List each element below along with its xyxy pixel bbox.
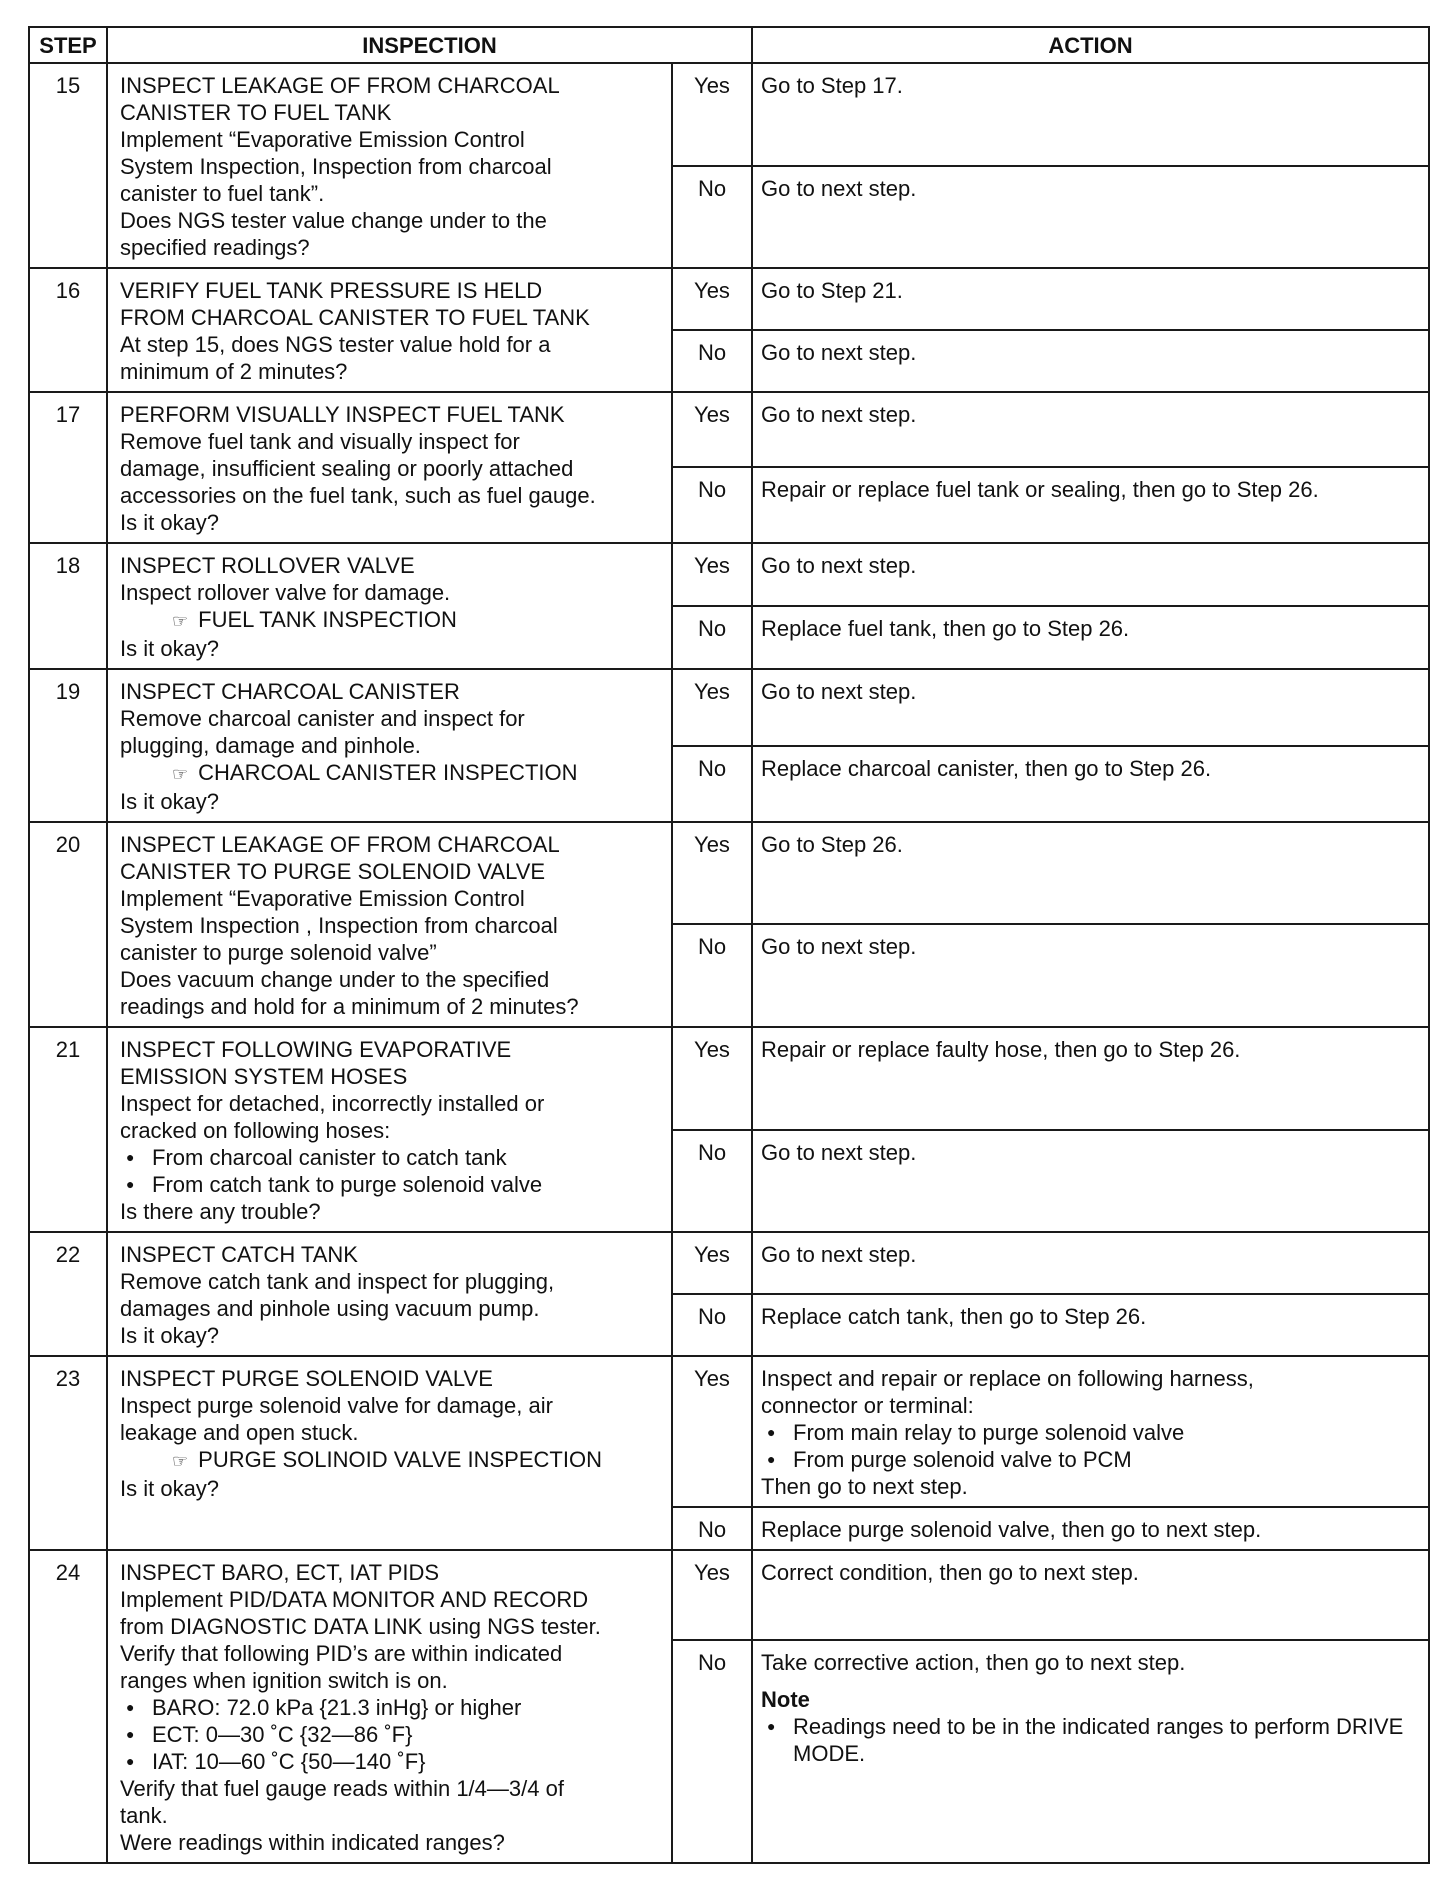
inspection-bullet: ● From charcoal canister to catch tank: [120, 1144, 661, 1171]
inspection-line: plugging, damage and pinhole.: [120, 733, 421, 758]
inspection-line: Remove charcoal canister and inspect for: [120, 706, 525, 731]
action-text: Correct condition, then go to next step.: [761, 1560, 1139, 1585]
yes-action: [752, 1232, 1429, 1294]
note-bullet: ● Readings need to be in the indicated ranges to perform DRIVE MODE.: [761, 1713, 1420, 1767]
step-row-yes: [29, 1232, 1429, 1294]
inspection-line: Inspect rollover valve for damage.: [120, 580, 451, 605]
inspection-cell: [107, 1027, 672, 1232]
inspection-line: System Inspection, Inspection from charcoal: [120, 154, 552, 179]
step-number: 16: [29, 268, 107, 392]
inspection-line: System Inspection , Inspection from charcoal: [120, 913, 558, 938]
inspection-line: Is it okay?: [120, 1323, 220, 1348]
inspection-line: INSPECT LEAKAGE OF FROM CHARCOAL: [120, 73, 560, 98]
inspection-line: Is it okay?: [120, 1476, 220, 1501]
step-number: 18: [29, 543, 107, 669]
no-action: [752, 467, 1429, 543]
yes-label: Yes: [672, 1232, 752, 1294]
step-number: 21: [29, 1027, 107, 1232]
action-text: Replace fuel tank, then go to Step 26.: [761, 616, 1130, 641]
step-number: 19: [29, 669, 107, 822]
inspection-line: damage, insufficient sealing or poorly attached: [120, 456, 574, 481]
inspection-line: from DIAGNOSTIC DATA LINK using NGS tester.: [120, 1614, 601, 1639]
no-label: No: [672, 746, 752, 823]
step-number: 22: [29, 1232, 107, 1356]
inspection-line: canister to purge solenoid valve”: [120, 940, 437, 965]
step-column-header: STEP: [29, 27, 107, 63]
inspection-line: Is it okay?: [120, 510, 220, 535]
inspection-line: INSPECT PURGE SOLENOID VALVE: [120, 1366, 493, 1391]
action-text: Go to Step 21.: [761, 278, 903, 303]
yes-label: Yes: [672, 1027, 752, 1130]
pointing-hand-icon: ☞: [172, 764, 189, 784]
no-label: No: [672, 1130, 752, 1233]
inspection-line: Is it okay?: [120, 789, 220, 814]
yes-action: [752, 822, 1429, 924]
yes-label: Yes: [672, 1356, 752, 1507]
action-bullet: ● From purge solenoid valve to PCM: [761, 1446, 1420, 1473]
action-column-header: ACTION: [752, 27, 1429, 63]
yes-label: Yes: [672, 1550, 752, 1640]
reference-link: [120, 759, 661, 788]
step-number: 15: [29, 63, 107, 268]
yes-action: [752, 1027, 1429, 1130]
inspection-line: INSPECT LEAKAGE OF FROM CHARCOAL: [120, 832, 560, 857]
yes-action: [752, 1550, 1429, 1640]
inspection-cell: [107, 392, 672, 543]
step-number: 17: [29, 392, 107, 543]
inspection-line: Verify that fuel gauge reads within 1/4—3/4 of: [120, 1776, 564, 1801]
inspection-cell: [107, 1232, 672, 1356]
inspection-cell: [107, 669, 672, 822]
action-text: Go to next step.: [761, 933, 917, 959]
inspection-line: CANISTER TO PURGE SOLENOID VALVE: [120, 859, 546, 884]
yes-action: [752, 392, 1429, 467]
inspection-column-header: INSPECTION: [107, 27, 752, 63]
inspection-line: INSPECT FOLLOWING EVAPORATIVE: [120, 1037, 512, 1062]
no-label: No: [672, 1294, 752, 1356]
troubleshooting-document: [28, 26, 1428, 1864]
inspection-line: Implement “Evaporative Emission Control: [120, 127, 525, 152]
action-bullet: ● From main relay to purge solenoid valve: [761, 1419, 1420, 1446]
no-label: No: [672, 606, 752, 669]
inspection-line: minimum of 2 minutes?: [120, 359, 348, 384]
inspection-cell: [107, 1550, 672, 1863]
inspection-line: At step 15, does NGS tester value hold for a: [120, 332, 551, 357]
yes-action: [752, 268, 1429, 330]
step-row-yes: [29, 669, 1429, 746]
inspection-line: Does NGS tester value change under to the: [120, 208, 547, 233]
pointing-hand-icon: ☞: [172, 611, 189, 631]
inspection-bullet-list: [120, 1144, 661, 1198]
step-number: 20: [29, 822, 107, 1027]
yes-action: [752, 543, 1429, 606]
no-action: [752, 330, 1429, 392]
diagnostic-table: [28, 26, 1430, 1864]
yes-label: Yes: [672, 669, 752, 746]
inspection-bullet: ● ECT: 0—30 ˚C {32—86 ˚F}: [120, 1721, 661, 1748]
inspection-line: ranges when ignition switch is on.: [120, 1668, 448, 1693]
action-text: Repair or replace faulty hose, then go to Step 26.: [761, 1037, 1241, 1062]
inspection-line: INSPECT CATCH TANK: [120, 1242, 358, 1267]
reference-text: FUEL TANK INSPECTION: [198, 607, 457, 632]
inspection-line: Inspect for detached, incorrectly installed or: [120, 1091, 545, 1116]
no-label: No: [672, 166, 752, 269]
yes-label: Yes: [672, 543, 752, 606]
yes-label: Yes: [672, 822, 752, 924]
no-label: No: [672, 330, 752, 392]
action-text: Repair or replace fuel tank or sealing, then go to Step 26.: [761, 476, 1319, 502]
inspection-line: INSPECT CHARCOAL CANISTER: [120, 679, 460, 704]
action-text: Go to next step.: [761, 1242, 917, 1267]
action-text: Take corrective action, then go to next step.: [761, 1650, 1186, 1676]
step-row-yes: [29, 1027, 1429, 1130]
inspection-line: canister to fuel tank”.: [120, 181, 325, 206]
action-text: Go to next step.: [761, 402, 917, 427]
inspection-cell: [107, 543, 672, 669]
no-label: No: [672, 467, 752, 543]
inspection-line: Remove catch tank and inspect for plugging,: [120, 1269, 555, 1294]
no-action: [752, 1294, 1429, 1356]
action-text: Go to Step 26.: [761, 832, 903, 857]
action-text: Go to next step.: [761, 175, 917, 201]
action-text: Go to next step.: [761, 340, 917, 365]
step-row-yes: [29, 543, 1429, 606]
no-action: [752, 746, 1429, 823]
inspection-line: cracked on following hoses:: [120, 1118, 391, 1143]
no-label: No: [672, 1507, 752, 1550]
no-action: [752, 1640, 1429, 1863]
yes-label: Yes: [672, 63, 752, 166]
inspection-cell: [107, 1356, 672, 1550]
no-action: [752, 924, 1429, 1027]
inspection-line: Were readings within indicated ranges?: [120, 1830, 505, 1855]
header-row: [29, 27, 1429, 63]
inspection-line: damages and pinhole using vacuum pump.: [120, 1296, 540, 1321]
action-text: Go to next step.: [761, 679, 917, 704]
inspection-bullet: ● From catch tank to purge solenoid valve: [120, 1171, 661, 1198]
step-row-yes: [29, 1356, 1429, 1507]
step-row-yes: [29, 392, 1429, 467]
inspection-line: readings and hold for a minimum of 2 minutes?: [120, 994, 579, 1019]
step-row-yes: [29, 822, 1429, 924]
inspection-cell: [107, 822, 672, 1027]
step-row-yes: [29, 63, 1429, 166]
inspection-line: specified readings?: [120, 235, 310, 260]
inspection-line: Verify that following PID’s are within indicated: [120, 1641, 563, 1666]
action-text: Replace catch tank, then go to Step 26.: [761, 1304, 1147, 1329]
inspection-line: PERFORM VISUALLY INSPECT FUEL TANK: [120, 402, 565, 427]
inspection-bullet-list: [120, 1694, 661, 1775]
inspection-bullet: ● BARO: 72.0 kPa {21.3 inHg} or higher: [120, 1694, 661, 1721]
action-text: Go to next step.: [761, 553, 917, 578]
step-number: 24: [29, 1550, 107, 1863]
inspection-line: Inspect purge solenoid valve for damage, air: [120, 1393, 553, 1418]
reference-text: CHARCOAL CANISTER INSPECTION: [198, 760, 578, 785]
step-number: 23: [29, 1356, 107, 1550]
no-action: [752, 166, 1429, 269]
inspection-line: FROM CHARCOAL CANISTER TO FUEL TANK: [120, 305, 590, 330]
action-text: Replace purge solenoid valve, then go to next step.: [761, 1517, 1262, 1542]
action-line: Inspect and repair or replace on following harness,: [761, 1366, 1254, 1391]
yes-action: [752, 63, 1429, 166]
no-action: [752, 1130, 1429, 1233]
action-text: Go to next step.: [761, 1139, 917, 1165]
reference-text: PURGE SOLINOID VALVE INSPECTION: [198, 1447, 602, 1472]
inspection-line: tank.: [120, 1803, 168, 1828]
inspection-line: VERIFY FUEL TANK PRESSURE IS HELD: [120, 278, 543, 303]
yes-label: Yes: [672, 268, 752, 330]
yes-action: [752, 1356, 1429, 1507]
inspection-line: Implement “Evaporative Emission Control: [120, 886, 525, 911]
inspection-line: INSPECT BARO, ECT, IAT PIDS: [120, 1560, 440, 1585]
note-heading: Note: [761, 1687, 810, 1713]
no-label: No: [672, 924, 752, 1027]
reference-link: [120, 1446, 661, 1475]
no-label: No: [672, 1640, 752, 1863]
inspection-line: INSPECT ROLLOVER VALVE: [120, 553, 415, 578]
action-text: Go to Step 17.: [761, 73, 903, 98]
inspection-cell: [107, 63, 672, 268]
step-row-yes: [29, 1550, 1429, 1640]
inspection-cell: [107, 268, 672, 392]
note-bullet-list: [761, 1713, 1420, 1767]
no-action: [752, 1507, 1429, 1550]
action-bullet-list: [761, 1419, 1420, 1473]
step-row-yes: [29, 268, 1429, 330]
inspection-line: CANISTER TO FUEL TANK: [120, 100, 392, 125]
reference-link: [120, 606, 661, 635]
no-action: [752, 606, 1429, 669]
yes-label: Yes: [672, 392, 752, 467]
inspection-line: accessories on the fuel tank, such as fuel gauge.: [120, 483, 596, 508]
yes-action: [752, 669, 1429, 746]
inspection-line: Implement PID/DATA MONITOR AND RECORD: [120, 1587, 589, 1612]
inspection-line: Is it okay?: [120, 636, 220, 661]
inspection-line: Remove fuel tank and visually inspect for: [120, 429, 520, 454]
pointing-hand-icon: ☞: [172, 1451, 189, 1471]
action-line: Then go to next step.: [761, 1474, 968, 1499]
inspection-line: Is there any trouble?: [120, 1199, 321, 1224]
inspection-line: EMISSION SYSTEM HOSES: [120, 1064, 408, 1089]
inspection-line: Does vacuum change under to the specified: [120, 967, 550, 992]
inspection-line: leakage and open stuck.: [120, 1420, 359, 1445]
action-text: Replace charcoal canister, then go to Step 26.: [761, 755, 1212, 781]
action-line: connector or terminal:: [761, 1393, 974, 1418]
inspection-bullet: ● IAT: 10—60 ˚C {50—140 ˚F}: [120, 1748, 661, 1775]
